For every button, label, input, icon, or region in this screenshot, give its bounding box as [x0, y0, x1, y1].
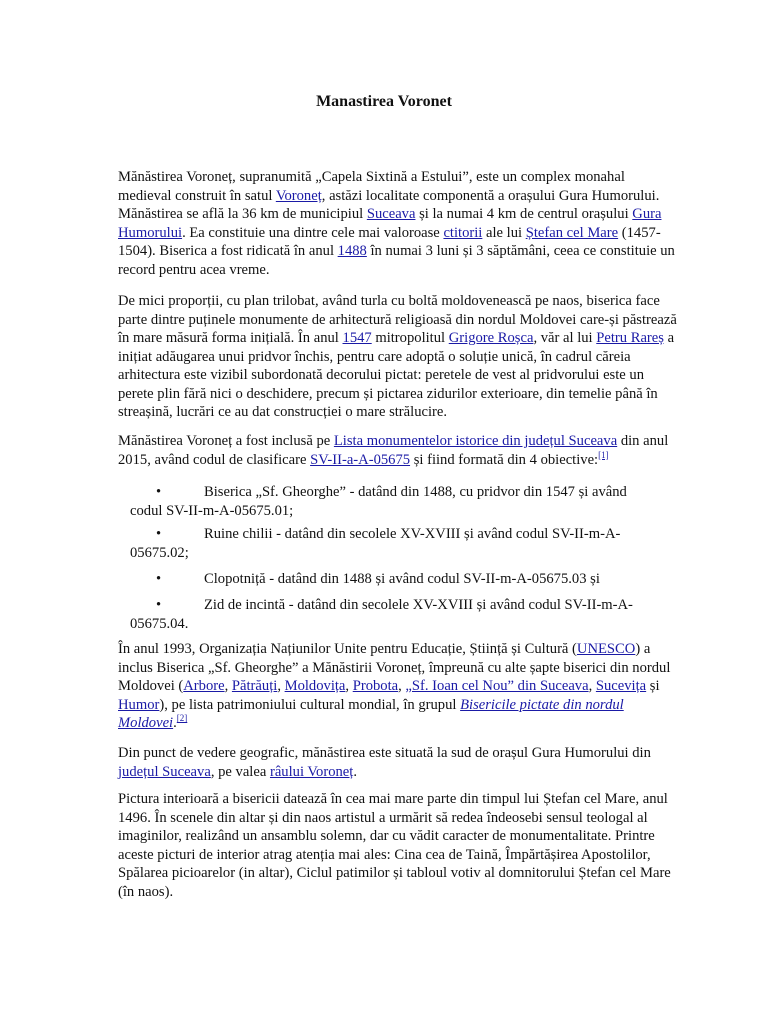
paragraph-monument-list: Mănăstirea Voroneț a fost inclusă pe Lista monumentelor istorice din județul Suceava din anul 2015, având codul de clasificare SV-II-a-A-05675 și fiind formată din 4 obiective:[1] [118, 433, 669, 468]
paragraph-architecture: De mici proporții, cu plan trilobat, având turla cu boltă moldovenească pe naos, biserica face parte dintre puținele monumente de arhitectură religioasă din nordul Moldovei care-și păstrează în mare măsură forma inițială. În anul 1547 mitropolitul Grigore Roșca, văr al lui Petru Rareș a inițiat adăugarea unui pridvor închis, pentru care adoptă o soluție unică, în cadrul căreia arhitectura este vizibil subordonată decorului pictat: peretele de vest al pridvorului este un perete plin fără nici o deschidere, precum și pictarea zidurilor exterioare, din temelie până în streașină, lucrări ce au dat construcției o mare strălucire. [118, 293, 677, 420]
link-lista-monumentelor[interactable]: Lista monumentelor istorice din județul Suceava [333, 433, 618, 449]
bullet-icon: • [156, 571, 162, 587]
paragraph-geography: Din punct de vedere geografic, mănăstirea este situată la sud de orașul Gura Humorului din județul Suceava, pe valea râului Voroneț. [118, 745, 651, 780]
link-probota[interactable]: Probota [352, 678, 399, 694]
link-sv-code[interactable]: SV-II-a-A-05675 [310, 451, 411, 468]
bullet-icon: • [156, 526, 162, 542]
link-1547[interactable]: 1547 [342, 330, 372, 346]
paragraph-intro: Mănăstirea Voroneț, supranumită „Capela Sixtină a Estului”, este un complex monahal medieval construit în satul Voroneț, astăzi localitate componentă a orașului Gura Humorului. Mănăstirea se află la 36 km de municipiul Suceava și la numai 4 km de centrul orașului Gura Humorului. Ea constituie una dintre cele mai valoroase ctitorii ale lui Ștefan cel Mare (1457-1504). Biserica a fost ridicată în anul 1488 în numai 3 luni și 3 săptămâni, ceea ce constituie un record pentru acea vreme. [118, 169, 675, 278]
link-petru-rares[interactable]: Petru Rareș [596, 330, 664, 346]
paragraph-unesco: În anul 1993, Organizația Națiunilor Unite pentru Educație, Știință și Cultură (UNESCO) a inclus Biserica „Sf. Gheorghe” a Mănăstirii Voroneț, împreună cu alte șapte biserici din nordul Moldovei (Arbore, Pătrăuți, Moldovița, Probota, „Sf. Ioan cel Nou” din Suceava, Sucevița și Humor), pe lista patrimoniului cultural mondial, în grupul Bisericile pictate din nordul Moldovei.[2] [118, 641, 671, 731]
link-gura-humorului[interactable]: Gura Humorului [118, 206, 662, 241]
link-humor[interactable]: Humor [118, 696, 160, 713]
link-patrauti[interactable]: Pătrăuți [231, 678, 278, 694]
link-suceava[interactable]: Suceava [366, 206, 416, 222]
reference-2-link[interactable]: [2] [176, 713, 188, 723]
link-1488[interactable]: 1488 [337, 243, 367, 259]
bullet-icon: • [156, 484, 162, 500]
bullet-icon: • [156, 597, 162, 613]
link-sucevita[interactable]: Sucevița [595, 678, 647, 694]
list-item-biserica: • Biserica „Sf. Gheorghe” - datând din 1488, cu pridvor din 1547 și având codul SV-II-m-A-05675.01; [130, 484, 627, 519]
list-item-clopotnita: • Clopotniță - datând din 1488 și având codul SV-II-m-A-05675.03 și [156, 571, 600, 587]
link-raului-voronet[interactable]: râului Voroneț [269, 763, 354, 780]
link-voronet[interactable]: Voroneț [275, 187, 322, 204]
link-stefan-cel-mare[interactable]: Ștefan cel Mare [525, 224, 619, 241]
link-ctitorii[interactable]: ctitorii [443, 224, 483, 241]
list-item-ruine-chilii: • Ruine chilii - datând din secolele XV-XVIII și având codul SV-II-m-A-05675.02; [130, 526, 621, 561]
page-title: Manastirea Voronet [316, 93, 452, 110]
link-sf-ioan-cel-nou[interactable]: „Sf. Ioan cel Nou” din Suceava [405, 678, 589, 694]
list-item-zid-incinta: • Zid de incintă - datând din secolele XV-XVIII și având codul SV-II-m-A-05675.04. [130, 597, 633, 632]
link-arbore[interactable]: Arbore [183, 678, 225, 694]
link-unesco[interactable]: UNESCO [576, 641, 636, 657]
link-moldovita[interactable]: Moldovița [284, 678, 346, 694]
link-grigore-rosca[interactable]: Grigore Roșca [448, 330, 534, 346]
reference-1-link[interactable]: [1] [598, 449, 609, 460]
link-bisericile-pictate[interactable]: Bisericile pictate din nordul Moldovei [118, 696, 624, 731]
paragraph-painting: Pictura interioară a bisericii datează în cea mai mare parte din timpul lui Ștefan cel Mare, anul 1496. În scenele din altar și din naos artistul a urmărit să redea îndeosebi sensul teologal al imaginilor, realizând un ansamblu solemn, dar cu vădit caracter de monumentalitate. Printre aceste picturi de interior atrag atenția mai ales: Cina cea de Taină, Împărtășirea Apostolilor, Spălarea picioarelor (in altar), Ciclul patimilor și tabloul votiv al domnitorului Ștefan cel Mare (în naos). [118, 791, 671, 900]
link-judetul-suceava[interactable]: județul Suceava [118, 763, 211, 780]
